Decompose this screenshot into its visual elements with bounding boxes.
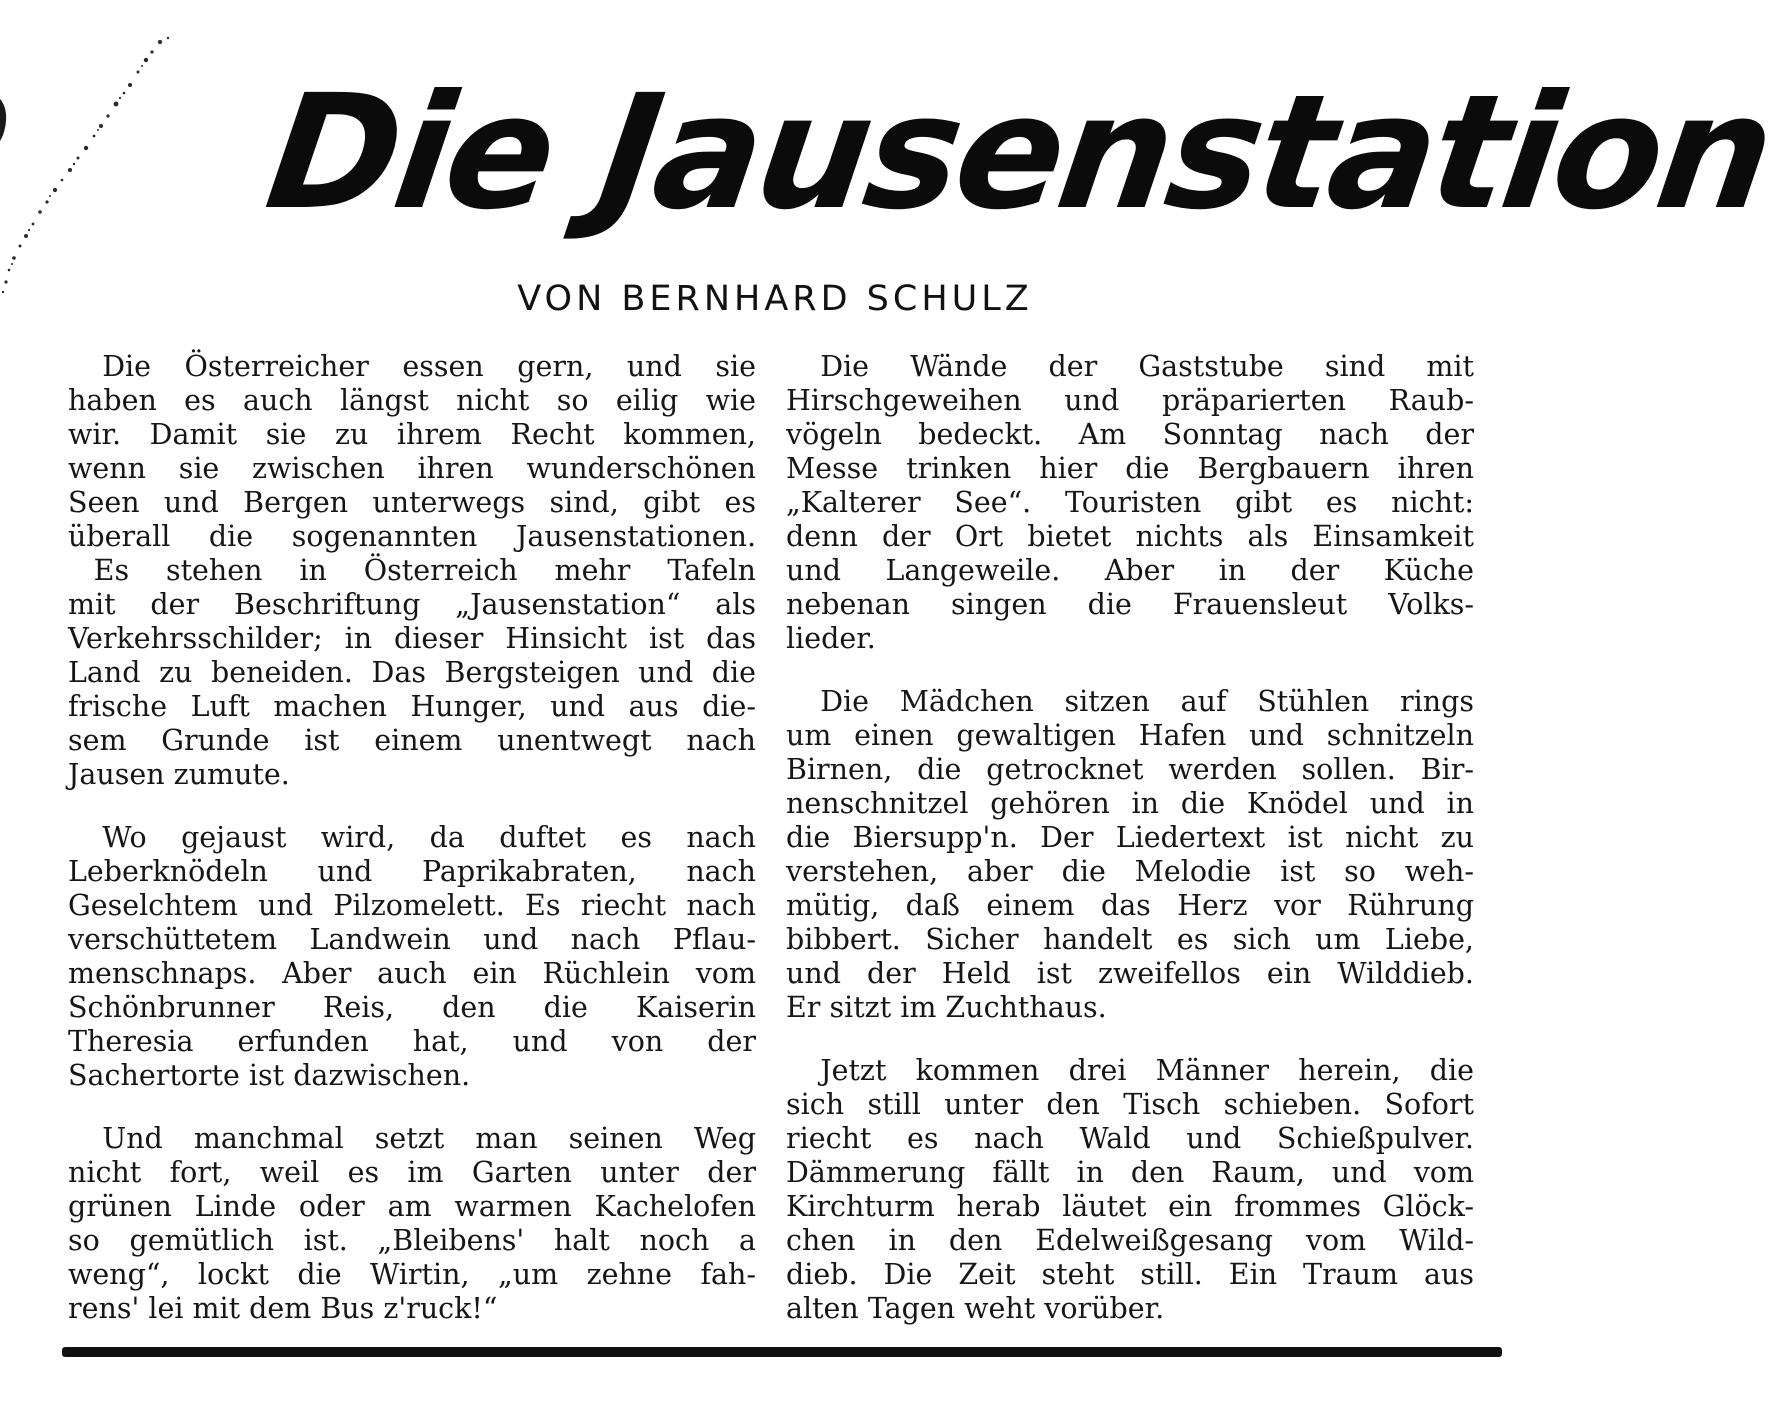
scan-edge-mark — [0, 95, 8, 145]
text-line: wir. Damit sie zu ihrem Recht kommen, — [68, 418, 756, 451]
paragraph — [68, 350, 756, 554]
text-line: Die Wände der Gaststube sind mit — [820, 350, 1474, 383]
text-line: Sachertorte ist dazwischen. — [68, 1059, 471, 1092]
text-line: und Langeweile. Aber in der Küche — [786, 554, 1474, 587]
text-line: wenn sie zwischen ihren wunderschönen — [68, 452, 756, 485]
text-line: Jetzt kommen drei Männer herein, die — [820, 1054, 1474, 1087]
text-line: vögeln bedeckt. Am Sonntag nach der — [786, 418, 1474, 451]
text-line: mütig, daß einem das Herz vor Rührung — [786, 889, 1474, 922]
text-line: so gemütlich ist. „Bleibens' halt noch a — [68, 1224, 756, 1257]
text-line: Seen und Bergen unterwegs sind, gibt es — [68, 486, 756, 519]
text-line: um einen gewaltigen Hafen und schnitzeln — [786, 719, 1474, 752]
left-column — [68, 350, 756, 1335]
paragraph — [786, 685, 1474, 1025]
paragraph — [68, 554, 756, 792]
text-line: die Biersupp'n. Der Liedertext ist nicht zu — [786, 821, 1474, 854]
text-line: mit der Beschriftung „Jausenstation“ als — [68, 588, 756, 621]
text-line: verschüttetem Landwein und nach Pflau- — [68, 923, 756, 956]
text-line: Theresia erfunden hat, und von der — [68, 1025, 756, 1058]
text-line: Land zu beneiden. Das Bergsteigen und die — [68, 656, 756, 689]
text-line: Jausen zumute. — [68, 758, 290, 791]
text-line: nebenan singen die Frauensleut Volks- — [786, 588, 1474, 621]
scan-speckle-noise — [0, 30, 200, 300]
right-column — [786, 350, 1474, 1335]
text-line: denn der Ort bietet nichts als Einsamkeit — [786, 520, 1474, 553]
text-line: Dämmerung fällt in den Raum, und vom — [786, 1156, 1474, 1189]
text-line: haben es auch längst nicht so eilig wie — [68, 384, 756, 417]
text-line: Geselchtem und Pilzomelett. Es riecht nach — [68, 889, 756, 922]
paragraph — [786, 350, 1474, 656]
byline: VON BERNHARD SCHULZ — [517, 279, 1033, 319]
text-line: frische Luft machen Hunger, und aus die- — [68, 690, 756, 723]
text-line: überall die sogenannten Jausenstationen. — [68, 520, 756, 553]
text-line: Hirschgeweihen und präparierten Raub- — [786, 384, 1474, 417]
text-line: Und manchmal setzt man seinen Weg — [102, 1122, 756, 1155]
text-line: Wo gejaust wird, da duftet es nach — [102, 821, 756, 854]
text-line: Birnen, die getrocknet werden sollen. Bir- — [786, 753, 1474, 786]
text-line: nicht fort, weil es im Garten unter der — [68, 1156, 756, 1189]
text-line: Er sitzt im Zuchthaus. — [786, 991, 1107, 1024]
text-line: chen in den Edelweißgesang vom Wild- — [786, 1224, 1474, 1257]
paragraph — [68, 821, 756, 1093]
text-line: rens' lei mit dem Bus z'ruck!“ — [68, 1292, 498, 1325]
text-line: riecht es nach Wald und Schießpulver. — [786, 1122, 1474, 1155]
headline: Die Jausenstation — [257, 61, 1781, 245]
text-line: nenschnitzel gehören in die Knödel und in — [786, 787, 1474, 820]
text-line: und der Held ist zweifellos ein Wilddieb. — [786, 957, 1474, 990]
text-line: bibbert. Sicher handelt es sich um Liebe, — [786, 923, 1474, 956]
text-line: dieb. Die Zeit steht still. Ein Traum aus — [786, 1258, 1474, 1291]
bottom-rule — [62, 1347, 1502, 1357]
text-line: Die Österreicher essen gern, und sie — [102, 350, 756, 383]
paragraph — [68, 1122, 756, 1326]
text-line: Verkehrsschilder; in dieser Hinsicht ist das — [68, 622, 756, 655]
text-line: grünen Linde oder am warmen Kachelofen — [68, 1190, 756, 1223]
text-line: Kirchturm herab läutet ein frommes Glöck- — [786, 1190, 1474, 1223]
text-line: Messe trinken hier die Bergbauern ihren — [786, 452, 1474, 485]
paragraph — [786, 1054, 1474, 1326]
text-line: Leberknödeln und Paprikabraten, nach — [68, 855, 756, 888]
text-line: „Kalterer See“. Touristen gibt es nicht: — [786, 486, 1474, 519]
text-line: sem Grunde ist einem unentwegt nach — [68, 724, 756, 757]
text-line: Es stehen in Österreich mehr Tafeln — [93, 554, 756, 587]
text-line: lieder. — [786, 622, 876, 655]
text-line: verstehen, aber die Melodie ist so weh- — [786, 855, 1474, 888]
text-line: weng“, lockt die Wirtin, „um zehne fah- — [68, 1258, 756, 1291]
text-line: alten Tagen weht vorüber. — [786, 1292, 1165, 1325]
text-line: Die Mädchen sitzen auf Stühlen rings — [820, 685, 1474, 718]
text-line: sich still unter den Tisch schieben. Sofort — [786, 1088, 1474, 1121]
text-line: menschnaps. Aber auch ein Rüchlein vom — [68, 957, 756, 990]
text-line: Schönbrunner Reis, den die Kaiserin — [68, 991, 756, 1024]
